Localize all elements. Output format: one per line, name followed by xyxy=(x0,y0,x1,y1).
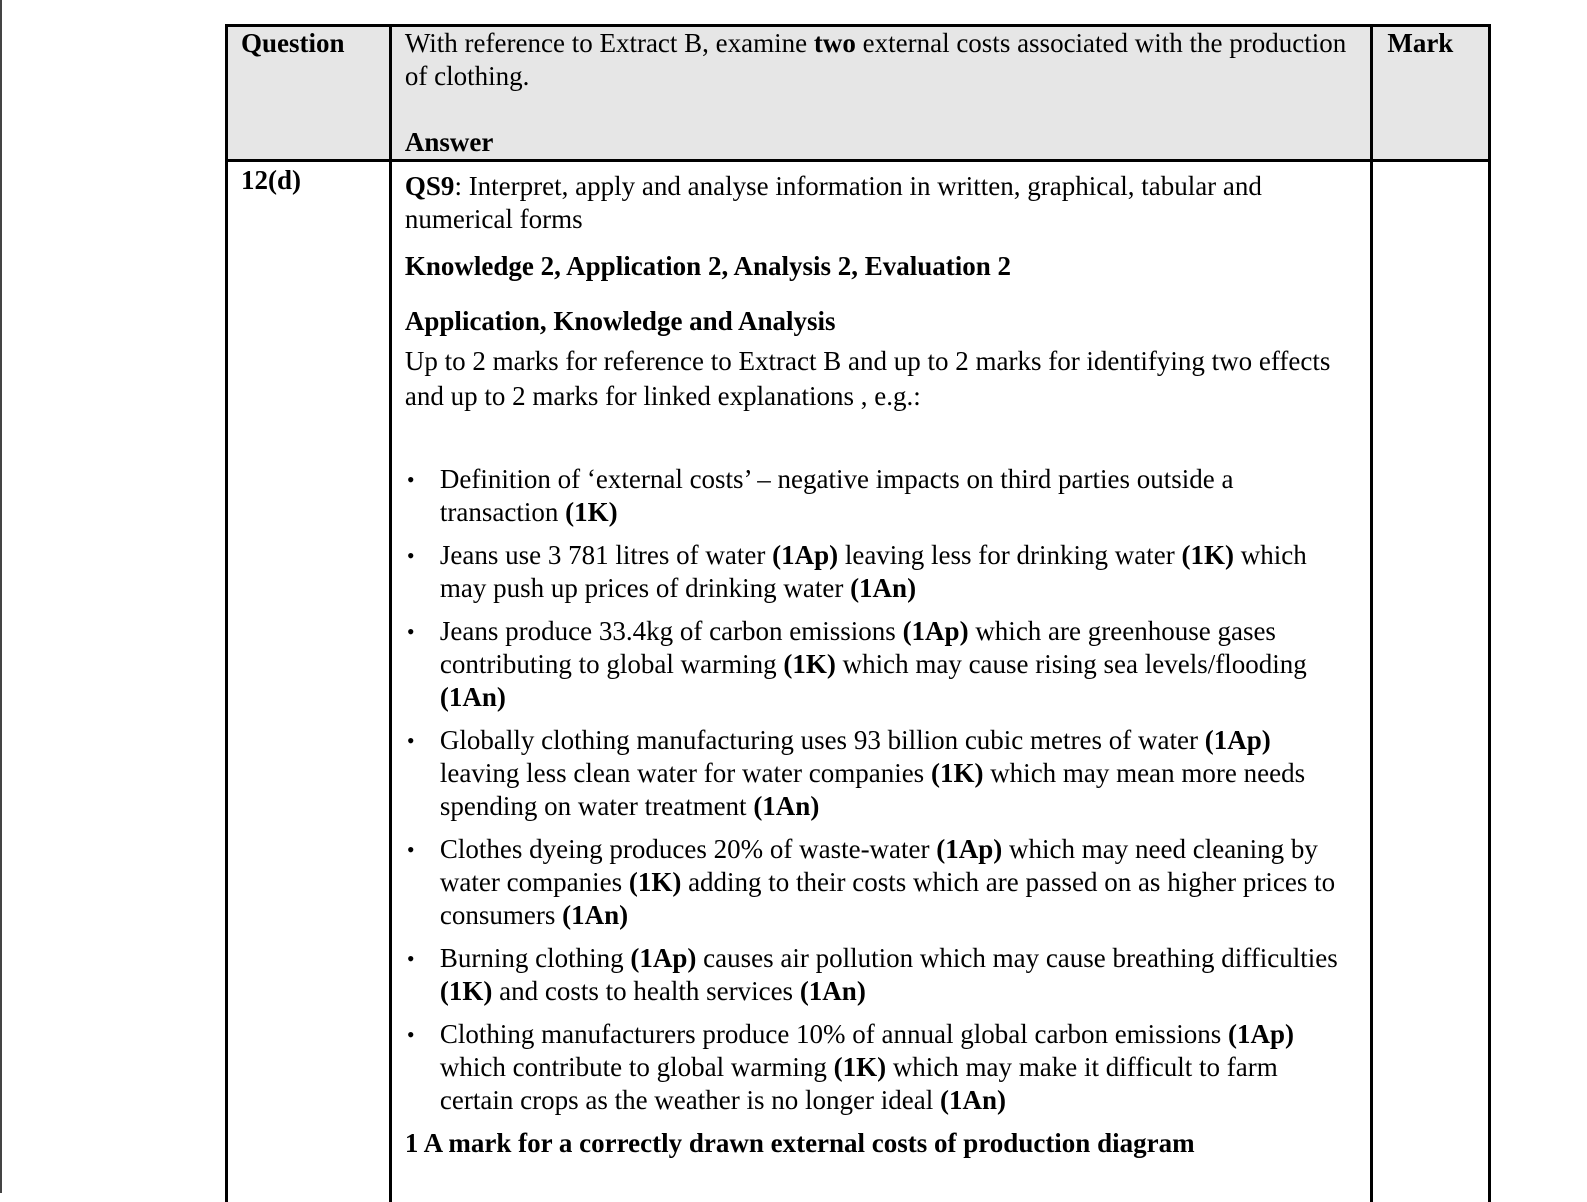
answer-bullet-item xyxy=(405,833,1358,932)
section-description: Up to 2 marks for reference to Extract B and up to 2 marks for identifying two effects and up to 2 marks for linked explanations , e.g.: xyxy=(405,344,1358,414)
question-header-cell xyxy=(227,26,391,161)
question-number-cell xyxy=(227,161,391,1202)
mark-code: (1K) xyxy=(834,1052,886,1082)
mark-code: (1An) xyxy=(753,791,819,821)
mark-code: (1Ap) xyxy=(1205,725,1271,755)
bullet-text: causes air pollution which may cause breathing difficulties xyxy=(696,943,1337,973)
answer-row xyxy=(227,161,1490,1202)
bullet-text: which may cause rising sea levels/flooding xyxy=(836,649,1307,679)
bullet-text: Burning clothing xyxy=(440,943,631,973)
mark-code: (1Ap) xyxy=(936,834,1002,864)
question-number: 12(d) xyxy=(228,162,389,197)
mark-value xyxy=(1373,162,1488,164)
mark-code: (1Ap) xyxy=(630,943,696,973)
mark-code: (1An) xyxy=(562,900,628,930)
mark-column-header: Mark xyxy=(1373,27,1488,60)
question-prompt-text: With reference to Extract B, examine xyxy=(405,28,814,58)
section-heading: Application, Knowledge and Analysis xyxy=(405,305,1358,338)
mark-header-cell xyxy=(1372,26,1490,161)
mark-code: (1K) xyxy=(1181,540,1233,570)
bullet-text: Clothes dyeing produces 20% of waste-water xyxy=(440,834,936,864)
bullet-icon: • xyxy=(407,942,415,975)
answer-bullet-item xyxy=(405,463,1358,529)
bullet-text: which are greenhouse gases contributing to global warming xyxy=(440,616,1276,679)
mark-code: (1Ap) xyxy=(1228,1019,1294,1049)
question-column-header: Question xyxy=(228,27,389,60)
qs-descriptor xyxy=(405,170,1358,236)
mark-scheme-table xyxy=(225,24,1491,1202)
diagram-mark-note: 1 A mark for a correctly drawn external costs of production diagram xyxy=(405,1127,1358,1160)
bullet-text: Globally clothing manufacturing uses 93 billion cubic metres of water xyxy=(440,725,1205,755)
mark-code: (1An) xyxy=(440,682,506,712)
mark-code: (1An) xyxy=(850,573,916,603)
bullet-text: leaving less clean water for water companies xyxy=(440,758,931,788)
mark-code: (1K) xyxy=(440,976,492,1006)
bullet-text: which may need cleaning by water companies xyxy=(440,834,1318,897)
bullet-text: and costs to health services xyxy=(492,976,799,1006)
bullet-icon: • xyxy=(407,1018,415,1051)
answer-bullet-item xyxy=(405,615,1358,714)
header-row xyxy=(227,26,1490,161)
bullet-icon: • xyxy=(407,539,415,572)
question-prompt-emphasis: two xyxy=(814,28,856,58)
answer-bullet-item xyxy=(405,1018,1358,1117)
mark-code: (1K) xyxy=(629,867,681,897)
answer-label: Answer xyxy=(405,126,1358,159)
answer-bullet-item xyxy=(405,942,1358,1008)
bullet-text: which may push up prices of drinking water xyxy=(440,540,1307,603)
qs-text: : Interpret, apply and analyse information in written, graphical, tabular and numerical forms xyxy=(405,171,1262,234)
bullet-text: which may make it difficult to farm certain crops as the weather is no longer ideal xyxy=(440,1052,1278,1115)
bullet-icon: • xyxy=(407,615,415,648)
bullet-text: leaving less for drinking water xyxy=(838,540,1181,570)
bullet-text: Jeans produce 33.4kg of carbon emissions xyxy=(440,616,903,646)
question-prompt-cell xyxy=(390,26,1371,161)
bullet-text: Definition of ‘external costs’ – negative impacts on third parties outside a transaction xyxy=(440,464,1234,527)
mark-code: (1K) xyxy=(565,497,617,527)
answer-bullet-list xyxy=(405,463,1358,1117)
bullet-text: adding to their costs which are passed on as higher prices to consumers xyxy=(440,867,1335,930)
qs-code: QS9 xyxy=(405,171,455,201)
bullet-text: Jeans use 3 781 litres of water xyxy=(440,540,772,570)
bullet-icon: • xyxy=(407,833,415,866)
bullet-icon: • xyxy=(407,724,415,757)
mark-code: (1Ap) xyxy=(772,540,838,570)
marks-breakdown: Knowledge 2, Application 2, Analysis 2, Evaluation 2 xyxy=(405,250,1358,283)
answer-content-cell xyxy=(390,161,1371,1202)
mark-code: (1K) xyxy=(931,758,983,788)
mark-code: (1An) xyxy=(940,1085,1006,1115)
bullet-text: which contribute to global warming xyxy=(440,1052,834,1082)
bullet-icon: • xyxy=(407,463,415,496)
page-left-edge xyxy=(0,0,2,1193)
answer-bullet-item xyxy=(405,539,1358,605)
bullet-text: Clothing manufacturers produce 10% of annual global carbon emissions xyxy=(440,1019,1228,1049)
bullet-text: which may mean more needs spending on water treatment xyxy=(440,758,1305,821)
answer-bullet-item xyxy=(405,724,1358,823)
mark-code: (1K) xyxy=(783,649,835,679)
mark-code: (1An) xyxy=(800,976,866,1006)
mark-value-cell xyxy=(1372,161,1490,1202)
question-prompt xyxy=(405,27,1358,93)
question-prompt-text-end: external costs associated with the production of clothing. xyxy=(405,28,1346,91)
mark-code: (1Ap) xyxy=(903,616,969,646)
